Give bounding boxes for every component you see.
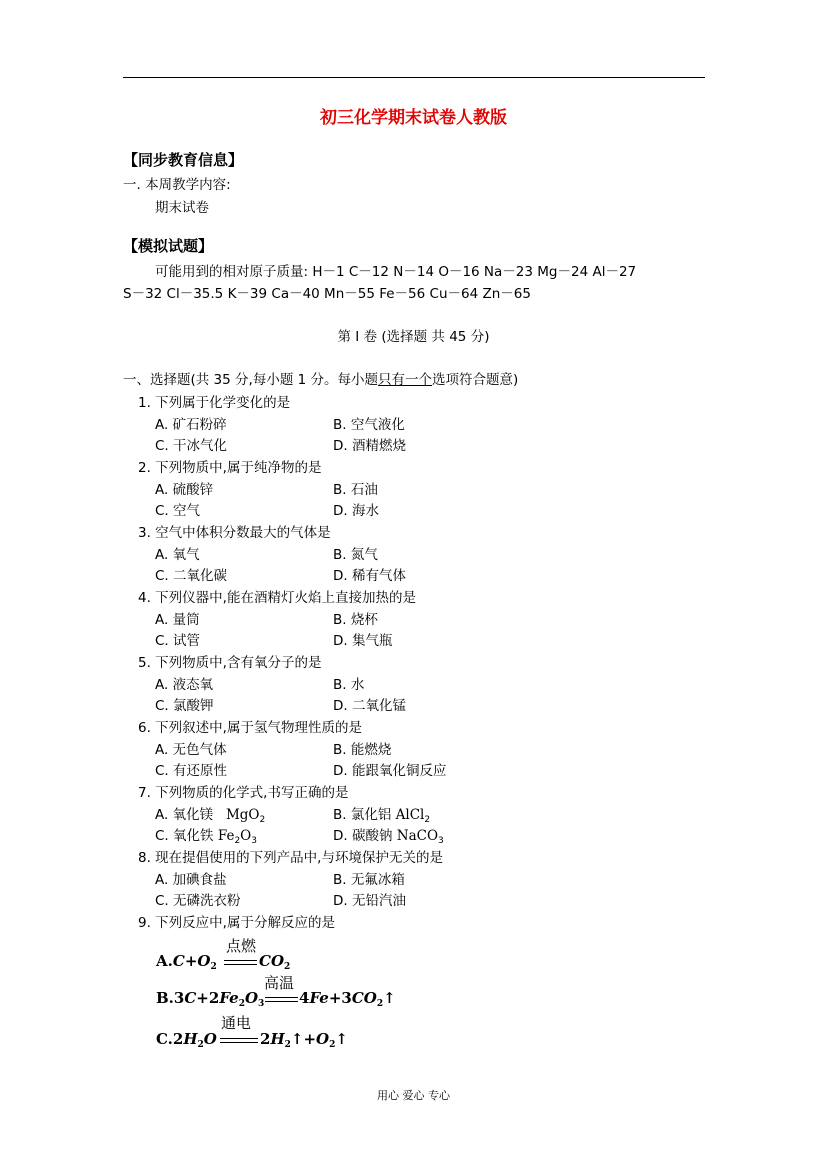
- q7-option-a: A. 氧化镁 MgO$_2$: [155, 807, 266, 825]
- atomic-mass-line-1: 可能用到的相对原子质量: H－1 C－12 N－14 O－16 Na－23 Mg－24 Al－27: [155, 264, 637, 280]
- question-9: 9. 下列反应中,属于分解反应的是: [138, 915, 335, 931]
- q4-option-a: A. 量筒: [155, 612, 200, 628]
- section-sync-heading: 【同步教育信息】: [123, 151, 244, 169]
- q9-a-equals: [224, 960, 257, 965]
- page-title: 初三化学期末试卷人教版: [320, 108, 507, 128]
- q7-option-c: C. 氧化铁 $Fe_2O_3$: [155, 828, 257, 846]
- q9-b-equals: [265, 997, 298, 1002]
- section-instruction: 一、选择题(共 35 分,每小题 1 分。每小题只有一个选项符合题意): [123, 372, 519, 388]
- atomic-mass-line-2: S－32 Cl－35.5 K－39 Ca－40 Mn－55 Fe－56 Cu－64 Zn－65: [123, 286, 531, 302]
- q3-option-a: A. 氧气: [155, 547, 200, 563]
- q8-option-c: C. 无磷洗衣粉: [155, 893, 241, 909]
- question-2: 2. 下列物质中,属于纯净物的是: [138, 460, 322, 476]
- q6-option-c: C. 有还原性: [155, 763, 228, 779]
- question-4: 4. 下列仪器中,能在酒精灯火焰上直接加热的是: [138, 590, 416, 606]
- q5-option-b: B. 水: [333, 677, 365, 693]
- q8-option-a: A. 加碘食盐: [155, 872, 227, 888]
- q2-option-b: B. 石油: [333, 482, 378, 498]
- q8-option-d: D. 无铅汽油: [333, 893, 406, 909]
- q6-option-a: A. 无色气体: [155, 742, 227, 758]
- q1-option-c: C. 干冰气化: [155, 438, 228, 454]
- q4-option-b: B. 烧杯: [333, 612, 378, 628]
- question-3: 3. 空气中体积分数最大的气体是: [138, 525, 331, 541]
- q2-option-c: C. 空气: [155, 503, 201, 519]
- q3-option-b: B. 氮气: [333, 547, 378, 563]
- q5-option-d: D. 二氧化锰: [333, 698, 406, 714]
- q4-option-c: C. 试管: [155, 633, 201, 649]
- question-7: 7. 下列物质的化学式,书写正确的是: [138, 785, 349, 801]
- q4-option-d: D. 集气瓶: [333, 633, 393, 649]
- q5-option-c: C. 氯酸钾: [155, 698, 214, 714]
- q9-b-condition: 高温: [264, 974, 295, 992]
- q3-option-d: D. 稀有气体: [333, 568, 406, 584]
- q8-option-b: B. 无氟冰箱: [333, 872, 405, 888]
- question-1: 1. 下列属于化学变化的是: [138, 395, 291, 411]
- q9-c-equals: [220, 1038, 258, 1043]
- q9-c-condition: 通电: [221, 1014, 252, 1032]
- q7-option-b: B. 氯化铝 AlCl$_2$: [333, 807, 431, 825]
- week-content-value: 期末试卷: [155, 200, 209, 216]
- q9-a-condition: 点燃: [226, 937, 257, 955]
- q5-option-a: A. 液态氧: [155, 677, 214, 693]
- q6-option-d: D. 能跟氧化铜反应: [333, 763, 447, 779]
- q7-option-d: D. 碳酸钠 NaCO$_3$: [333, 828, 444, 846]
- week-content-label: 一. 本周教学内容:: [123, 177, 231, 193]
- question-8: 8. 现在提倡使用的下列产品中,与环境保护无关的是: [138, 850, 443, 866]
- q2-option-a: A. 硫酸锌: [155, 482, 214, 498]
- question-5: 5. 下列物质中,含有氧分子的是: [138, 655, 322, 671]
- q1-option-a: A. 矿石粉碎: [155, 417, 227, 433]
- q2-option-d: D. 海水: [333, 503, 379, 519]
- q1-option-d: D. 酒精燃烧: [333, 438, 406, 454]
- part-title: 第 I 卷 (选择题 共 45 分): [337, 329, 490, 345]
- q1-option-b: B. 空气液化: [333, 417, 405, 433]
- header-rule: [123, 77, 705, 78]
- q6-option-b: B. 能燃烧: [333, 742, 392, 758]
- section-mock-heading: 【模拟试题】: [123, 237, 214, 255]
- question-6: 6. 下列叙述中,属于氢气物理性质的是: [138, 720, 362, 736]
- q3-option-c: C. 二氧化碳: [155, 568, 228, 584]
- page-footer: 用心 爱心 专心: [377, 1089, 450, 1102]
